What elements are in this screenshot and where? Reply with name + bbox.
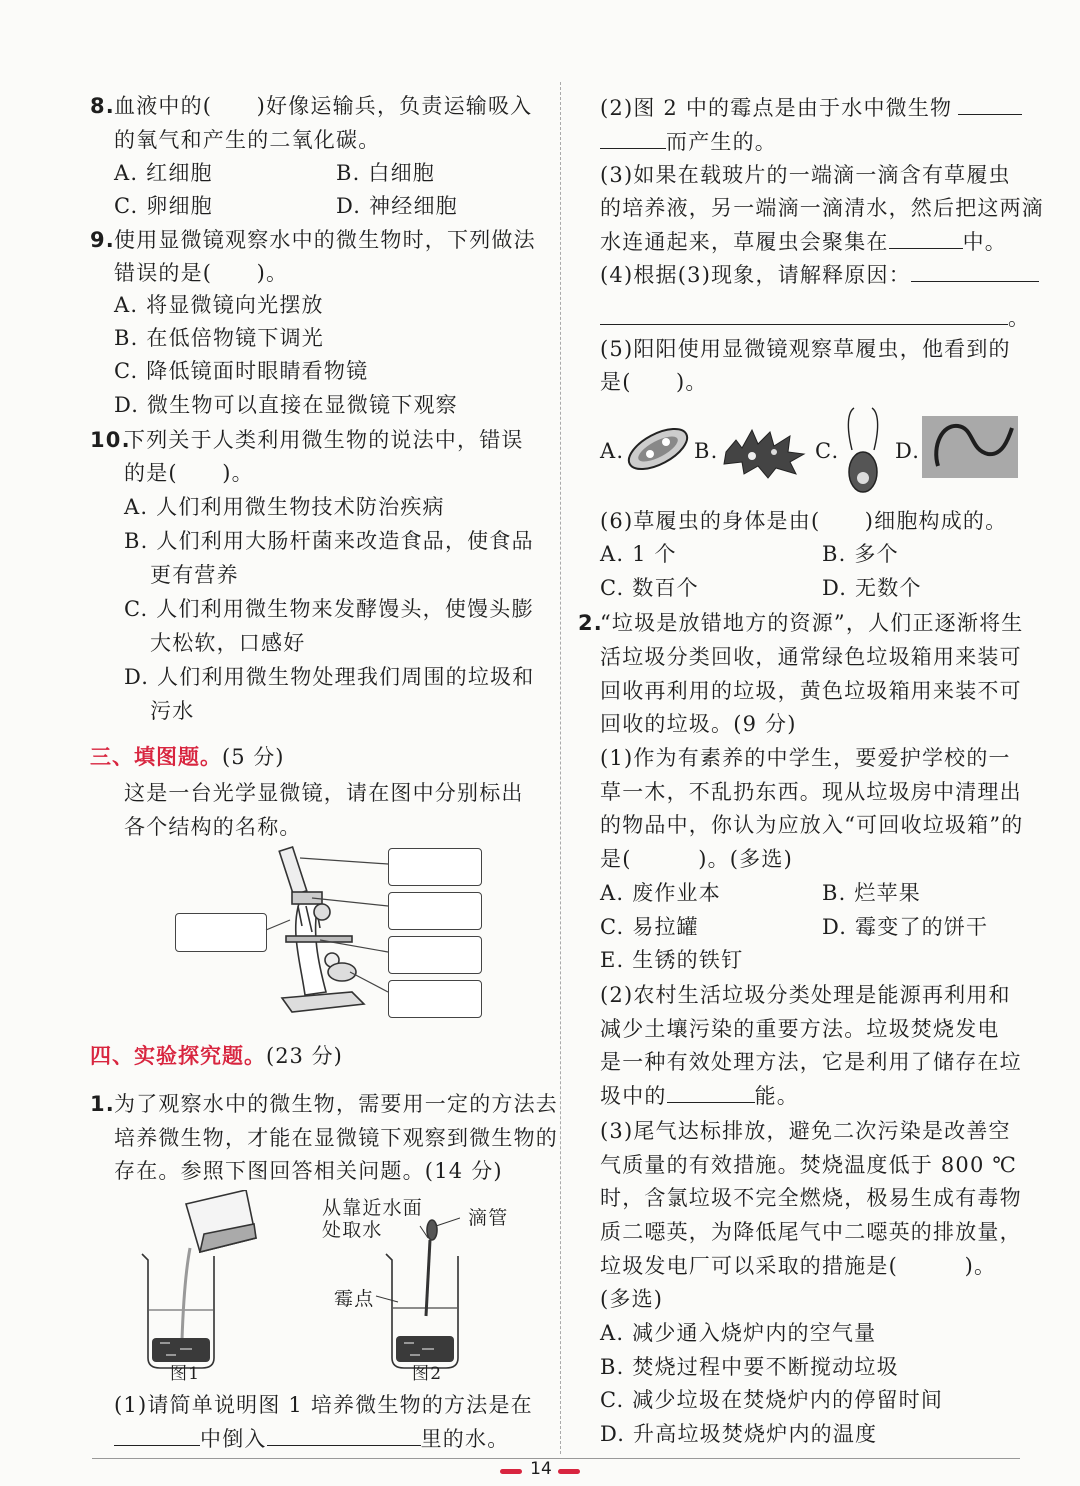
option-c-cont: 大松软，口感好 bbox=[150, 631, 306, 655]
question-text: (2)图 2 中的霉点是由于水中微生物 bbox=[600, 96, 953, 120]
nematode-image bbox=[922, 416, 1018, 478]
answer-blank[interactable] bbox=[667, 1084, 755, 1103]
column-divider bbox=[560, 82, 561, 1454]
question-text: 水连通起来，草履虫会聚集在 bbox=[600, 230, 889, 254]
answer-blank[interactable] bbox=[889, 230, 963, 249]
option-d[interactable]: D. 无数个 bbox=[822, 576, 922, 600]
sub-question-text: 气质量的有效措施。焚烧温度低于 800 ℃ bbox=[600, 1153, 1018, 1177]
section-title bbox=[90, 745, 284, 769]
question-text: 回收再利用的垃圾，黄色垃圾箱用来装不可 bbox=[600, 679, 1022, 703]
sub-question-1-blanks bbox=[114, 1427, 509, 1451]
question-text: 的氧气和产生的二氧化碳。 bbox=[114, 128, 381, 152]
sub-question-text: 是( )。(多选) bbox=[600, 847, 793, 871]
sub-question-text: (1)作为有素养的中学生，要爱护学校的一 bbox=[600, 746, 1011, 770]
label-box-1[interactable] bbox=[388, 848, 482, 886]
option-b[interactable]: B. 白细胞 bbox=[336, 161, 435, 185]
question-text: 而产生的。 bbox=[666, 130, 777, 154]
section-title bbox=[90, 1044, 343, 1068]
sub-question-3-blank bbox=[600, 230, 1007, 254]
amoeba-image bbox=[718, 422, 810, 480]
question-text: 培养微生物，才能在显微镜下观察到微生物的 bbox=[114, 1126, 558, 1150]
sub-question-text: (多选) bbox=[600, 1287, 664, 1311]
option-d[interactable]: D. 微生物可以直接在显微镜下观察 bbox=[114, 393, 458, 417]
label-box-3[interactable] bbox=[388, 936, 482, 974]
option-a[interactable]: A. 废作业本 bbox=[600, 881, 721, 905]
sub-question-text: 是一种有效处理方法，它是利用了储存在垃 bbox=[600, 1050, 1022, 1074]
question-number: 2. bbox=[578, 611, 603, 635]
sub-question-text: 草一木，不乱扔东西。现从垃圾房中清理出 bbox=[600, 780, 1022, 804]
sub-question-blank-line bbox=[600, 1084, 799, 1108]
page-number: 14 bbox=[530, 1459, 552, 1479]
paramecium-image bbox=[622, 418, 694, 480]
answer-blank[interactable] bbox=[600, 130, 666, 149]
figure-label-dropper: 滴管 bbox=[468, 1207, 509, 1229]
question-text: 中。 bbox=[962, 230, 1008, 254]
image-option-b[interactable]: B. bbox=[694, 439, 719, 463]
section-heading: 三、填图题。 bbox=[90, 745, 222, 769]
instruction-text: 这是一台光学显微镜，请在图中分别标出 bbox=[124, 781, 524, 805]
sub-question-text: 时，含氯垃圾不完全燃烧，极易生成有毒物 bbox=[600, 1186, 1022, 1210]
option-a[interactable]: A. 1 个 bbox=[600, 542, 677, 566]
figure-caption: 图2 bbox=[412, 1364, 443, 1384]
option-c[interactable]: C. 人们利用微生物来发酵馒头，使馒头膨 bbox=[124, 597, 534, 621]
sub-question-text: (2)农村生活垃圾分类处理是能源再利用和 bbox=[600, 983, 1011, 1007]
question-number: 9. bbox=[90, 228, 115, 252]
section-heading: 四、实验探究题。 bbox=[90, 1044, 266, 1068]
sub-question-3: (3)如果在载玻片的一端滴一滴含有草履虫 bbox=[600, 163, 1011, 187]
label-box-2[interactable] bbox=[388, 892, 482, 930]
sub-question-text: 垃圾发电厂可以采取的措施是( )。 bbox=[600, 1254, 997, 1278]
sub-question-3: 的培养液，另一端滴一滴清水，然后把这两滴 bbox=[600, 196, 1044, 220]
sub-question-4 bbox=[600, 263, 1039, 287]
option-a[interactable]: A. 红细胞 bbox=[114, 161, 213, 185]
question-text: 。 bbox=[1008, 306, 1029, 330]
option-d[interactable]: D. 霉变了的饼干 bbox=[822, 915, 989, 939]
option-c[interactable]: C. 易拉罐 bbox=[600, 915, 699, 939]
label-box-left[interactable] bbox=[175, 913, 267, 952]
question-text: 回收的垃圾。(9 分) bbox=[600, 712, 797, 736]
sub-question-2-cont bbox=[600, 130, 777, 154]
page-bar-left bbox=[500, 1469, 522, 1474]
label-box-4[interactable] bbox=[388, 980, 482, 1018]
sub-question-5: 是( )。 bbox=[600, 370, 708, 394]
beaker-figures bbox=[130, 1190, 460, 1390]
page-bar-right bbox=[558, 1469, 580, 1474]
question-text: 为了观察水中的微生物，需要用一定的方法去 bbox=[114, 1092, 558, 1116]
option-c[interactable]: C. 降低镜面时眼睛看物镜 bbox=[114, 359, 369, 383]
option-b-cont: 更有营养 bbox=[150, 563, 239, 587]
option-c[interactable]: C. 数百个 bbox=[600, 576, 699, 600]
sub-question-5: (5)阳阳使用显微镜观察草履虫，他看到的 bbox=[600, 337, 1011, 361]
sub-question-text: 的物品中，你认为应放入“可回收垃圾箱”的 bbox=[600, 813, 1024, 837]
sub-question-4-cont bbox=[600, 306, 1029, 330]
answer-blank[interactable] bbox=[958, 96, 1022, 115]
option-b[interactable]: B. 人们利用大肠杆菌来改造食品，使食品 bbox=[124, 529, 534, 553]
sub-question-6: (6)草履虫的身体是由( )细胞构成的。 bbox=[600, 509, 1008, 533]
option-d[interactable]: D. 神经细胞 bbox=[336, 194, 458, 218]
option-c[interactable]: C. 卵细胞 bbox=[114, 194, 213, 218]
section-points: (5 分) bbox=[222, 745, 285, 769]
question-text: 血液中的( )好像运输兵，负责运输吸入 bbox=[114, 94, 533, 118]
question-text: 下列关于人类利用微生物的说法中，错误 bbox=[124, 428, 524, 452]
question-number: 10. bbox=[90, 428, 131, 452]
question-text: 存在。参照下图回答相关问题。(14 分) bbox=[114, 1159, 503, 1183]
option-a[interactable]: A. 减少通入烧炉内的空气量 bbox=[600, 1321, 877, 1345]
answer-blank[interactable] bbox=[600, 306, 1008, 325]
question-number: 8. bbox=[90, 94, 115, 118]
sub-question-2 bbox=[600, 96, 1022, 120]
sub-question-text: 减少土壤污染的重要方法。垃圾焚烧发电 bbox=[600, 1017, 1000, 1041]
question-text: 能。 bbox=[754, 1084, 800, 1108]
question-text: “垃圾是放错地方的资源”，人们正逐渐将生 bbox=[600, 611, 1024, 635]
question-number: 1. bbox=[90, 1092, 115, 1116]
blank-connector: 中倒入 bbox=[200, 1427, 267, 1451]
question-text: 的是( )。 bbox=[124, 461, 254, 485]
image-option-a[interactable]: A. bbox=[600, 439, 625, 463]
question-text: (4)根据(3)现象，请解释原因： bbox=[600, 263, 911, 287]
question-text: 活垃圾分类回收，通常绿色垃圾箱用来装可 bbox=[600, 645, 1022, 669]
section-points: (23 分) bbox=[266, 1044, 343, 1068]
option-d-cont: 污水 bbox=[150, 699, 195, 723]
blank-end-text: 里的水。 bbox=[420, 1427, 510, 1451]
euglena-image bbox=[838, 406, 888, 496]
question-text: 错误的是( )。 bbox=[114, 261, 289, 285]
option-b[interactable]: B. 焚烧过程中要不断搅动垃圾 bbox=[600, 1355, 899, 1379]
sub-question-text: 质二噁英，为降低尾气中二噁英的排放量， bbox=[600, 1220, 1022, 1244]
option-b[interactable]: B. 多个 bbox=[822, 542, 899, 566]
figure-label: 处取水 bbox=[322, 1219, 383, 1241]
figure-label-mold: 霉点 bbox=[334, 1288, 375, 1310]
option-c[interactable]: C. 减少垃圾在焚烧炉内的停留时间 bbox=[600, 1388, 944, 1412]
image-option-d[interactable]: D. bbox=[895, 439, 921, 463]
option-b[interactable]: B. 在低倍物镜下调光 bbox=[114, 326, 324, 350]
answer-blank[interactable] bbox=[114, 1427, 200, 1446]
answer-blank[interactable] bbox=[911, 263, 1039, 282]
option-a[interactable]: A. 人们利用微生物技术防治疾病 bbox=[124, 495, 445, 519]
option-a[interactable]: A. 将显微镜向光摆放 bbox=[114, 293, 324, 317]
question-text: 圾中的 bbox=[600, 1084, 667, 1108]
microscope-diagram bbox=[260, 840, 400, 1020]
option-b[interactable]: B. 烂苹果 bbox=[822, 881, 921, 905]
answer-blank[interactable] bbox=[267, 1427, 421, 1446]
option-d[interactable]: D. 人们利用微生物处理我们周围的垃圾和 bbox=[124, 665, 535, 689]
instruction-text: 各个结构的名称。 bbox=[124, 815, 302, 839]
option-d[interactable]: D. 升高垃圾焚烧炉内的温度 bbox=[600, 1422, 878, 1446]
figure-label: 从靠近水面 bbox=[322, 1197, 424, 1219]
image-option-c[interactable]: C. bbox=[815, 439, 840, 463]
option-e[interactable]: E. 生锈的铁钉 bbox=[600, 948, 744, 972]
sub-question-text: (3)尾气达标排放，避免二次污染是改善空 bbox=[600, 1119, 1011, 1143]
footer-rule bbox=[92, 1458, 1020, 1459]
question-text: 使用显微镜观察水中的微生物时，下列做法 bbox=[114, 228, 536, 252]
figure-caption: 图1 bbox=[170, 1364, 201, 1384]
sub-question-1: (1)请简单说明图 1 培养微生物的方法是在 bbox=[114, 1393, 533, 1417]
